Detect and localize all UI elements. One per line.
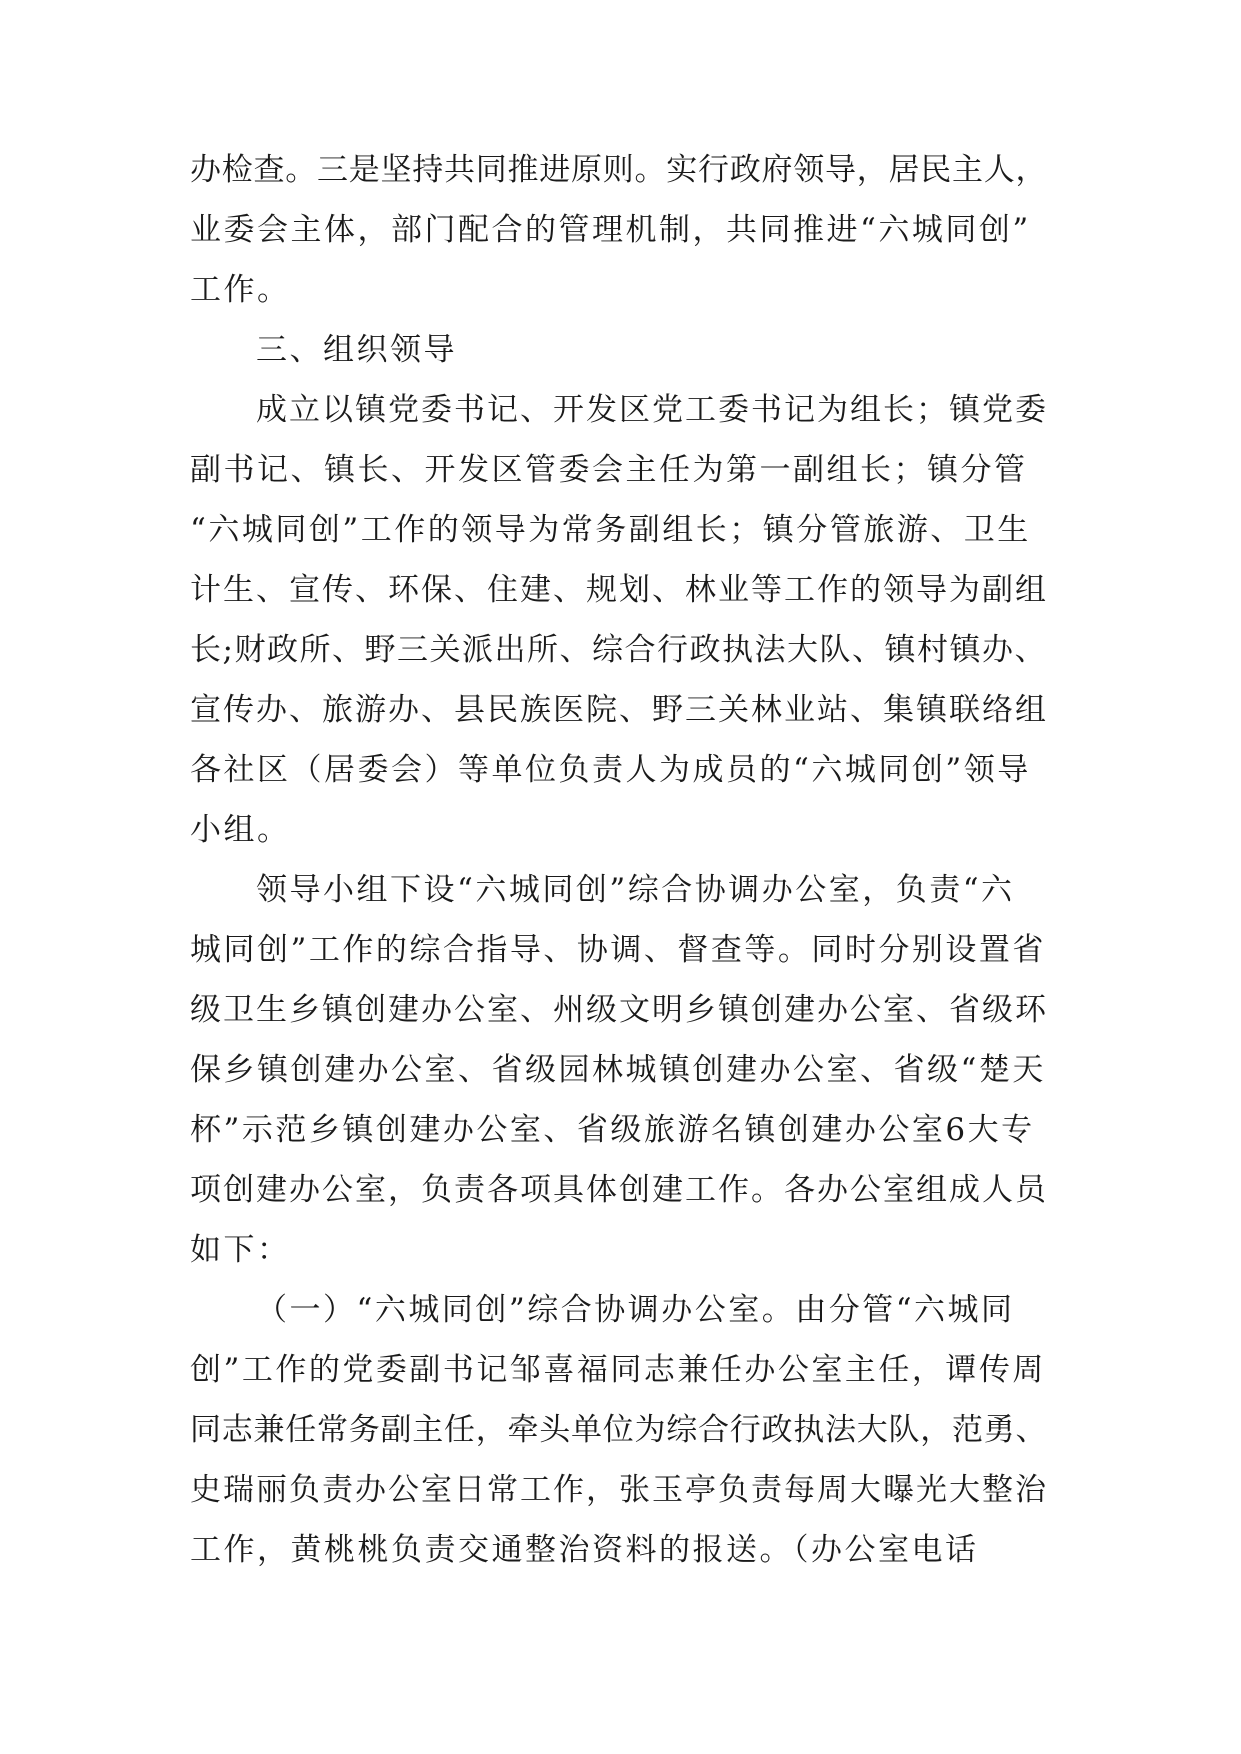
text-line: 城同创”工作的综合指导、协调、督查等。同时分别设置省 bbox=[190, 932, 1046, 968]
text-line: 工作。 bbox=[190, 272, 291, 308]
text-line: 同志兼任常务副主任，牵头单位为综合行政执法大队，范勇、 bbox=[190, 1412, 1048, 1448]
text-line: 副书记、镇长、开发区管委会主任为第一副组长；镇分管 bbox=[190, 452, 1028, 488]
text-line: 办检查。三是坚持共同推进原则。实行政府领导，居民主人， bbox=[190, 152, 1048, 188]
text-line: 级卫生乡镇创建办公室、州级文明乡镇创建办公室、省级环 bbox=[190, 992, 1048, 1028]
text-line: 保乡镇创建办公室、省级园林城镇创建办公室、省级“楚天 bbox=[190, 1052, 1046, 1088]
text-line: 如下： bbox=[190, 1232, 291, 1268]
text-line: 宣传办、旅游办、县民族医院、野三关林业站、集镇联络组 bbox=[190, 692, 1048, 728]
text-line: 杯”示范乡镇创建办公室、省级旅游名镇创建办公室6大专 bbox=[190, 1112, 1035, 1148]
text-line: （一）“六城同创”综合协调办公室。由分管“六城同 bbox=[256, 1292, 1015, 1328]
text-line: 各社区（居委会）等单位负责人为成员的“六城同创”领导 bbox=[190, 752, 1031, 788]
text-line: 工作，黄桃桃负责交通整治资料的报送。（办公室电话 bbox=[190, 1532, 979, 1568]
text-line: 计生、宣传、环保、住建、规划、林业等工作的领导为副组 bbox=[190, 572, 1048, 608]
text-line: 创”工作的党委副书记邹喜福同志兼任办公室主任，谭传周 bbox=[190, 1352, 1046, 1388]
text-line: 领导小组下设“六城同创”综合协调办公室，负责“六 bbox=[256, 872, 1015, 908]
document-body bbox=[190, 140, 1052, 1580]
text-line: 小组。 bbox=[190, 812, 291, 848]
text-line: 成立以镇党委书记、开发区党工委书记为组长；镇党委 bbox=[256, 392, 1048, 428]
text-line: “六城同创”工作的领导为常务副组长；镇分管旅游、卫生 bbox=[190, 512, 1031, 548]
text-line: 项创建办公室，负责各项具体创建工作。各办公室组成人员 bbox=[190, 1172, 1048, 1208]
text-line: 三、组织领导 bbox=[256, 332, 457, 368]
text-line: 长;财政所、野三关派出所、综合行政执法大队、镇村镇办、 bbox=[190, 632, 1047, 668]
text-line: 业委会主体，部门配合的管理机制，共同推进“六城同创” bbox=[190, 212, 1031, 248]
text-line: 史瑞丽负责办公室日常工作，张玉亭负责每周大曝光大整治 bbox=[190, 1472, 1048, 1508]
